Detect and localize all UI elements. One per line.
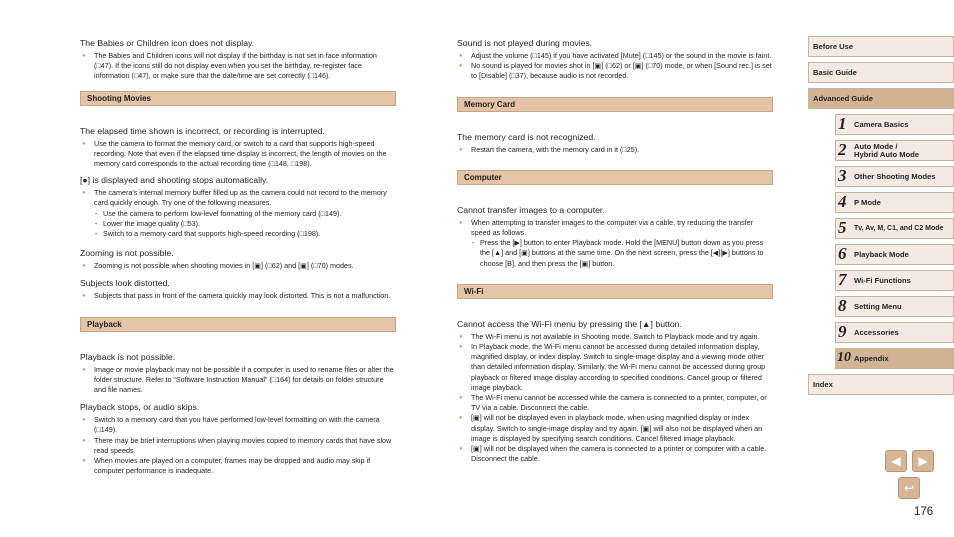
chapter-number: 8	[838, 296, 847, 315]
chapter-number: 2	[838, 140, 847, 159]
triangle-right-icon: ▶	[918, 454, 928, 468]
nav-chapter-8[interactable]	[835, 296, 954, 317]
chapter-label: Tv, Av, M, C1, and C2 Mode	[854, 225, 944, 232]
left-column	[80, 38, 396, 476]
issue-title: Cannot access the Wi-Fi menu by pressing the [▲] button.	[457, 318, 682, 329]
chapter-label-line2: Hybrid Auto Mode	[854, 150, 920, 159]
chapter-label: Accessories	[854, 328, 899, 337]
previous-page-button[interactable]	[885, 450, 907, 472]
chapter-navigation	[808, 36, 954, 400]
section-header-shooting-movies: Shooting Movies	[80, 91, 396, 106]
chapter-label: Other Shooting Modes	[854, 172, 936, 181]
nav-chapter-10[interactable]	[835, 348, 954, 369]
chapter-label: Camera Basics	[854, 120, 909, 129]
chapter-number: 5	[838, 218, 847, 237]
nav-advanced-guide[interactable]: Advanced Guide	[808, 88, 954, 109]
bullet-text: ● The Wi-Fi menu cannot be accessed while the camera is connected to a printer, computer, or TV via a cable. Disconnect the cable.	[457, 393, 773, 413]
triangle-left-icon: ◀	[891, 454, 901, 468]
section-header-computer: Computer	[457, 170, 773, 185]
bullet-text: ● Subjects that pass in front of the camera quickly may look distorted. This is not a malfunction.	[80, 291, 396, 301]
issue-title: Subjects look distorted.	[80, 278, 170, 289]
nav-basic-guide[interactable]: Basic Guide	[808, 62, 954, 83]
bullet-text: ● Zooming is not possible when shooting movies in [▣] (□62) and [▣] (□70) modes.	[80, 261, 396, 271]
issue-title: The Babies or Children icon does not display.	[80, 38, 255, 48]
chapter-label	[854, 143, 919, 159]
bullet-text: ● [▣] will not be displayed even in playback mode, when using magnified display or index display. Switch to single-image display and try again. [▣] will also not be displayed when an image is displayed by specifying search conditions. Cancel filtered image playback.	[457, 413, 773, 444]
chapter-number: 10	[837, 350, 851, 365]
nav-chapter-1[interactable]	[835, 114, 954, 135]
chapter-number: 1	[838, 114, 847, 133]
page-number: 176	[914, 506, 934, 518]
issue-title: The memory card is not recognized.	[457, 131, 596, 142]
nav-before-use[interactable]: Before Use	[808, 36, 954, 57]
nav-chapter-9[interactable]	[835, 322, 954, 343]
sub-item: - Switch to a memory card that supports high-speed recording (□198).	[80, 229, 396, 239]
bullet-text: ● The Babies and Children icons will not display if the birthday is not set in face information (□47). If the icons still do not display even when you set the birthday, re-register face information (□47), or make sure that the date/time are set correctly (□146).	[80, 51, 396, 82]
next-page-button[interactable]	[912, 450, 934, 472]
return-button[interactable]	[898, 477, 920, 499]
issue-title: Zooming is not possible.	[80, 248, 174, 259]
issue-title: The elapsed time shown is incorrect, or recording is interrupted.	[80, 125, 325, 136]
issue-title: Sound is not played during movies.	[457, 38, 593, 48]
chapter-number: 4	[838, 192, 847, 211]
sub-item: - Press the [▶] button to enter Playback mode. Hold the [MENU] button down as you press the [▲] and [▣] buttons at the same time. On the next screen, press the [◀][▶] buttons to choose [B], and then press the [▣] button.	[457, 238, 773, 269]
bullet-text: ● Restart the camera, with the memory card in it (□25).	[457, 145, 773, 155]
bullet-text: ● In Playback mode, the Wi-Fi menu cannot be accessed during detailed information display, magnified display, or index display. Switch to single-image display and a viewing mode other than detailed information display. Similarly, the Wi-Fi menu cannot be accessed during group playback or filtered image display according to specified conditions. Cancel group or filtered image playback.	[457, 342, 773, 393]
nav-chapter-3[interactable]	[835, 166, 954, 187]
nav-index[interactable]: Index	[808, 374, 954, 395]
section-header-wifi: Wi-Fi	[457, 284, 773, 299]
chapter-label-line1: Auto Mode /	[854, 142, 898, 151]
bullet-text: ● Switch to a memory card that you have performed low-level formatting on with the camera (□149).	[80, 415, 396, 435]
bullet-text: ● There may be brief interruptions when playing movies copied to memory cards that have slow read speeds.	[80, 436, 396, 456]
bullet-text: ● No sound is played for movies shot in [▣] (□62) or [▣] (□70) mode, or when [Sound rec.] is set to [Disable] (□37), because audio is not recorded.	[457, 61, 773, 81]
sub-item: - Use the camera to perform low-level formatting of the memory card (□149).	[80, 209, 396, 219]
section-header-playback: Playback	[80, 317, 396, 332]
chapter-label: Appendix	[854, 354, 889, 363]
nav-chapter-4[interactable]	[835, 192, 954, 213]
chapter-number: 7	[838, 270, 847, 289]
nav-chapter-7[interactable]	[835, 270, 954, 291]
chapter-label: Wi-Fi Functions	[854, 276, 911, 285]
nav-chapter-6[interactable]	[835, 244, 954, 265]
bullet-text: ● The Wi-Fi menu is not available in Shooting mode. Switch to Playback mode and try again.	[457, 332, 773, 342]
middle-column	[457, 38, 773, 464]
bullet-text: ● When movies are played on a computer, frames may be dropped and audio may skip if computer performance is inadequate.	[80, 456, 396, 476]
section-header-memory-card: Memory Card	[457, 97, 773, 112]
bullet-text: ● Use the camera to format the memory card, or switch to a card that supports high-speed recording. Note that even if the elapsed time display is incorrect, the length of movies on the memory card corresponds to the actual recording time (□148, □198).	[80, 139, 396, 170]
nav-chapter-2[interactable]	[835, 140, 954, 161]
bullet-text: ● When attempting to transfer images to the computer via a cable, try reducing the transfer speed as follows.	[457, 218, 773, 238]
issue-title: [●] is displayed and shooting stops automatically.	[80, 175, 269, 186]
chapter-label: P Mode	[854, 198, 881, 207]
bullet-text: ● Adjust the volume (□145) if you have activated [Mute] (□145) or the sound in the movie is faint.	[457, 51, 773, 61]
chapter-label: Playback Mode	[854, 250, 909, 259]
chapter-number: 6	[838, 244, 847, 263]
return-arrow-icon: ↩	[903, 481, 915, 495]
issue-title: Playback stops, or audio skips.	[80, 402, 200, 413]
chapter-number: 3	[838, 166, 847, 185]
sub-item: - Lower the image quality (□53).	[80, 219, 396, 229]
nav-chapter-5[interactable]	[835, 218, 954, 239]
chapter-number: 9	[838, 322, 847, 341]
issue-title: Cannot transfer images to a computer.	[457, 204, 605, 215]
bullet-text: ● The camera's internal memory buffer filled up as the camera could not record to the memory card quickly enough. Try one of the following measures.	[80, 188, 396, 208]
chapter-label: Setting Menu	[854, 302, 902, 311]
bullet-text: ● [▣] will not be displayed when the camera is connected to a printer or computer with a cable. Disconnect the cable.	[457, 444, 773, 464]
bullet-text: ● Image or movie playback may not be possible if a computer is used to rename files or alter the folder structure. Refer to “Software Instruction Manual” (□164) for details on folder structure and file names.	[80, 365, 396, 396]
issue-title: Playback is not possible.	[80, 351, 176, 362]
